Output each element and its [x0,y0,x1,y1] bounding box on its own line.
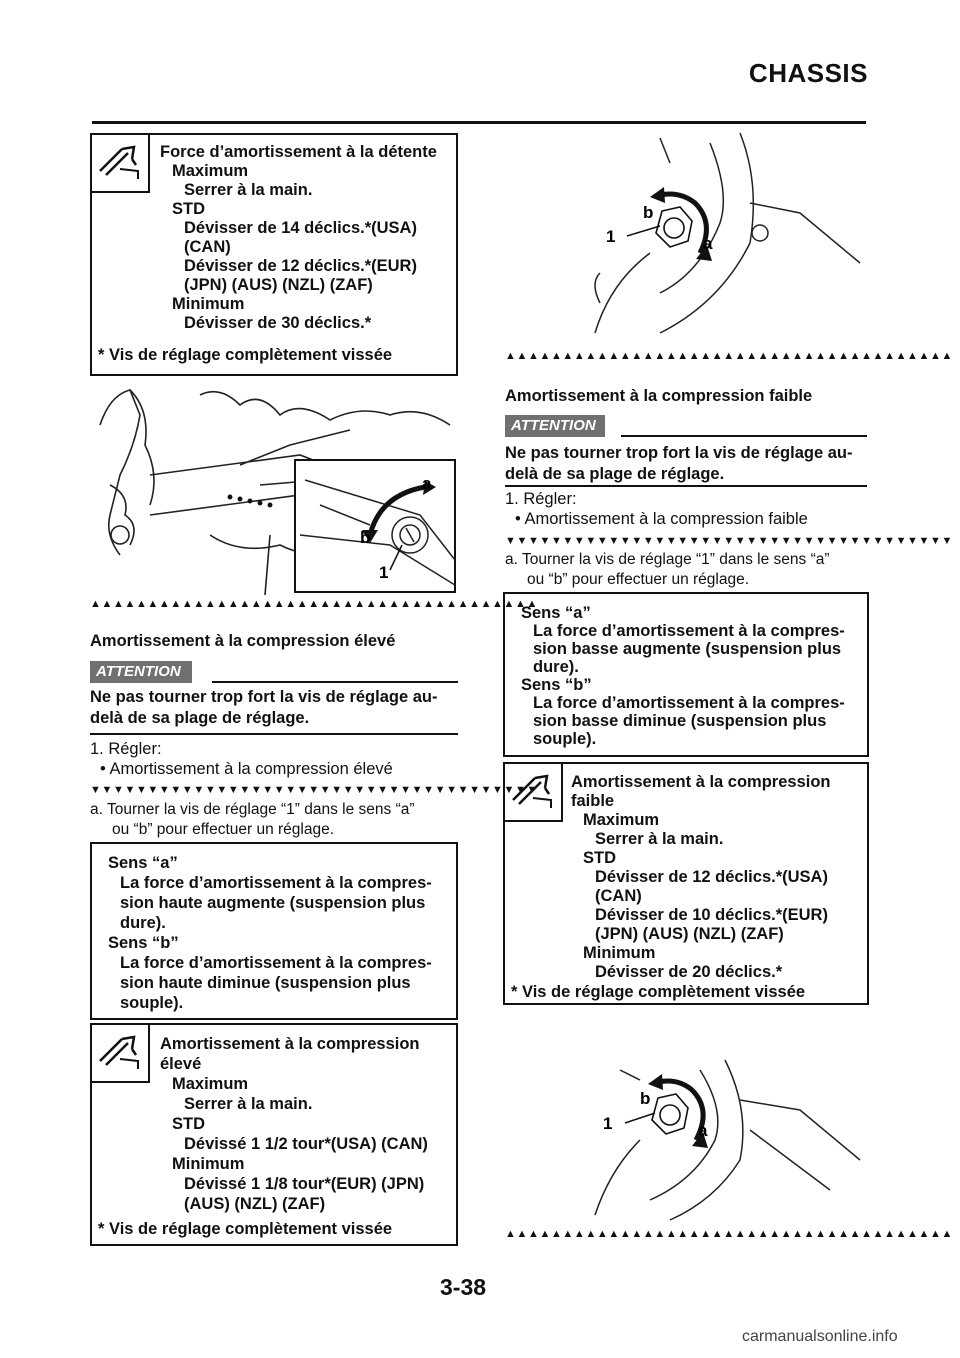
page-number: 3-38 [440,1274,487,1300]
spec-line: Dévisser de 12 déclics.*(EUR) [184,257,417,275]
attention-rule [212,681,458,683]
spec-line: (CAN) [595,887,642,905]
spec-line: Dévisser de 20 déclics.* [595,963,783,981]
spec-note: * Vis de réglage complètement vissée [98,346,393,364]
sens-b-label: Sens “b” [108,934,179,952]
sens-b-text: sion haute diminue (suspension plus [120,974,411,992]
caliper-icon [92,1025,146,1079]
spec-line: Minimum [583,944,656,962]
section-title-high: Amortissement à la compression élevé [90,632,396,650]
watermark: carmanualsonline.info [742,1328,898,1345]
spec-line: Dévissé 1 1/2 tour*(USA) (CAN) [184,1135,428,1153]
spec-line: Serrer à la main. [184,181,313,199]
figure-label-b: b [640,1089,651,1108]
figure-label-b: b [360,528,371,547]
warning-bottom-rule [90,733,458,735]
spec-line: Maximum [172,1075,249,1093]
spec-line: (JPN) (AUS) (NZL) (ZAF) [595,925,784,943]
warning-line-2: delà de sa plage de réglage. [90,709,310,727]
sens-a-text: La force d’amortissement à la compres- [120,874,432,892]
spec-line: Minimum [172,295,245,313]
spec-line: STD [583,849,616,867]
high-compression-spec-box [90,1023,458,1246]
spec-note: * Vis de réglage complètement vissée [98,1220,393,1238]
sens-box-low [503,592,869,757]
sens-b-text: souple). [120,994,184,1012]
sens-b-text: souple). [533,730,597,748]
sens-box-high [90,842,458,1020]
spec-line: Serrer à la main. [595,830,724,848]
caliper-icon [92,135,146,189]
spec-line: (CAN) [184,238,231,256]
substep-line-2: ou “b” pour effectuer un réglage. [112,821,335,838]
figure-label-1: 1 [379,563,389,582]
bullet-text: • Amortissement à la compression élevé [100,760,393,778]
substep-line-1: a. Tourner la vis de réglage “1” dans le sens “a” [90,801,415,818]
spec-title: Amortissement à la compression [160,1035,420,1053]
sens-b-text: La force d’amortissement à la compres- [533,694,845,712]
figure-label-a: a [422,474,432,493]
warning-line-2: delà de sa plage de réglage. [505,465,725,483]
spec-title: faible [571,792,615,810]
substep-line-2: ou “b” pour effectuer un réglage. [527,571,750,588]
warning-line-1: Ne pas tourner trop fort la vis de réglage au- [90,688,438,706]
sens-a-label: Sens “a” [521,604,591,622]
sens-a-text: sion basse augmente (suspension plus [533,640,842,658]
figure-label-b: b [643,203,654,222]
spec-line: (JPN) (AUS) (NZL) (ZAF) [184,276,373,294]
warning-bottom-rule [505,485,867,487]
attention-label: ATTENTION [505,415,605,437]
end-triangles: ▲▲▲▲▲▲▲▲▲▲▲▲▲▲▲▲▲▲▲▲▲▲▲▲▲▲▲▲▲▲▲▲▲▲▲▲▲▲▲ [505,1228,954,1240]
spec-line: Dévisser de 10 déclics.*(EUR) [595,906,828,924]
spec-line: Dévisser de 14 déclics.*(USA) [184,219,417,237]
sens-a-text: dure). [533,658,579,676]
attention-label: ATTENTION [90,661,192,683]
attention-block-low [505,415,867,437]
end-triangles: ▲▲▲▲▲▲▲▲▲▲▲▲▲▲▲▲▲▲▲▲▲▲▲▲▲▲▲▲▲▲▲▲▲▲▲▲▲▲▲ [505,350,954,362]
rebound-title: Force d’amortissement à la détente [160,143,437,161]
sens-a-text: dure). [120,914,166,932]
spec-line: STD [172,200,205,218]
step-text: 1. Régler: [90,740,162,758]
shock-low-compression-figure-top [500,133,868,343]
header-rule [92,121,866,124]
shock-low-compression-figure-bottom [500,1040,868,1220]
spec-line: Minimum [172,1155,245,1173]
attention-block-high [90,661,458,683]
spec-line: Dévisser de 30 déclics.* [184,314,372,332]
start-triangles: ▼▼▼▼▼▼▼▼▼▼▼▼▼▼▼▼▼▼▼▼▼▼▼▼▼▼▼▼▼▼▼▼▼▼▼▼▼▼▼ [90,784,539,796]
spec-icon-box [92,135,150,193]
rebound-spec-box [90,133,458,376]
attention-rule [621,435,867,437]
figure-label-a: a [703,234,713,253]
spec-line: STD [172,1115,205,1133]
spec-line: Dévissé 1 1/8 tour*(EUR) (JPN) [184,1175,425,1193]
low-compression-spec-box [503,762,869,1005]
spec-icon-box [505,764,563,822]
warning-line-1: Ne pas tourner trop fort la vis de réglage au- [505,444,853,462]
page-header-title: CHASSIS [748,58,868,88]
caliper-icon [505,764,559,818]
spec-line: (AUS) (NZL) (ZAF) [184,1195,326,1213]
sens-a-label: Sens “a” [108,854,178,872]
sens-a-text: La force d’amortissement à la compres- [533,622,845,640]
spec-line: Dévisser de 12 déclics.*(USA) [595,868,828,886]
substep-line-1: a. Tourner la vis de réglage “1” dans le sens “a” [505,551,830,568]
shock-high-compression-figure [90,385,460,595]
spec-line: Maximum [583,811,660,829]
spec-title: élevé [160,1055,202,1073]
figure-label-1: 1 [603,1114,613,1133]
spec-title: Amortissement à la compression [571,773,831,791]
step-text: 1. Régler: [505,490,577,508]
sens-b-text: La force d’amortissement à la compres- [120,954,432,972]
figure-label-a: a [698,1121,708,1140]
spec-icon-box [92,1025,150,1083]
figure-label-1: 1 [606,227,616,246]
end-triangles: ▲▲▲▲▲▲▲▲▲▲▲▲▲▲▲▲▲▲▲▲▲▲▲▲▲▲▲▲▲▲▲▲▲▲▲▲▲▲▲ [90,598,539,610]
bullet-text: • Amortissement à la compression faible [515,510,808,528]
start-triangles: ▼▼▼▼▼▼▼▼▼▼▼▼▼▼▼▼▼▼▼▼▼▼▼▼▼▼▼▼▼▼▼▼▼▼▼▼▼▼▼ [505,535,954,547]
spec-note: * Vis de réglage complètement vissée [511,983,806,1001]
spec-line: Serrer à la main. [184,1095,313,1113]
sens-b-text: sion basse diminue (suspension plus [533,712,827,730]
spec-line: Maximum [172,162,249,180]
section-title-low: Amortissement à la compression faible [505,387,813,405]
sens-a-text: sion haute augmente (suspension plus [120,894,426,912]
sens-b-label: Sens “b” [521,676,592,694]
